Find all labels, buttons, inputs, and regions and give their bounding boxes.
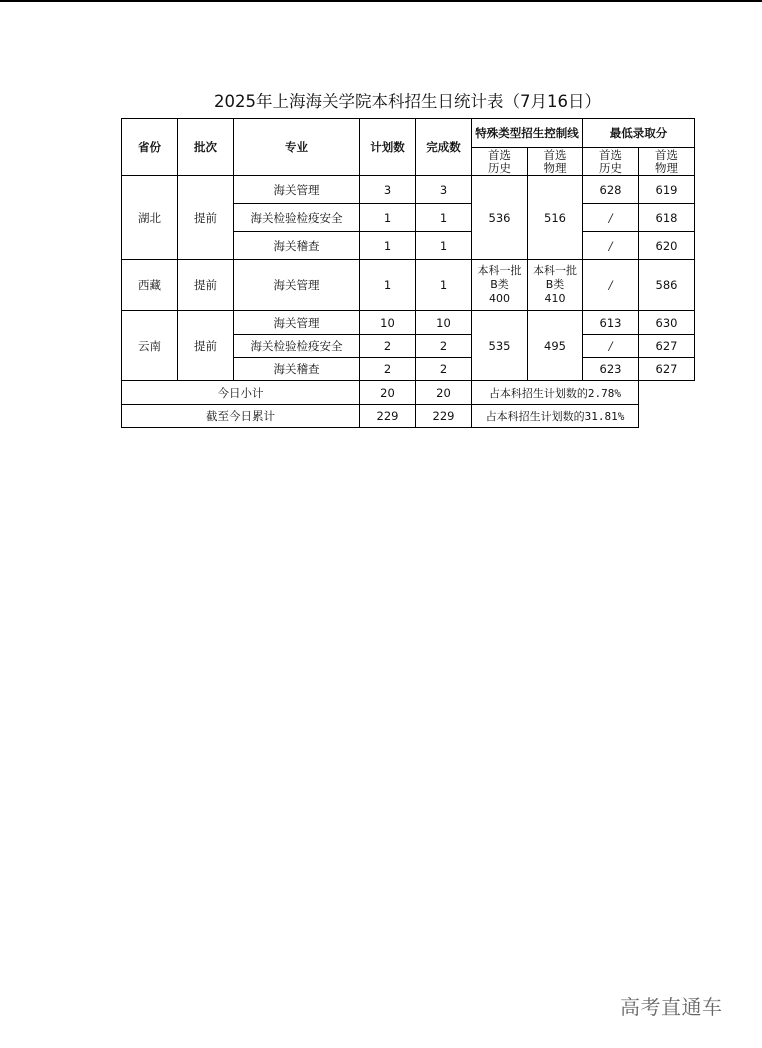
done-cell: 2 [416, 335, 472, 358]
min-physics-cell: 619 [639, 176, 695, 204]
min-physics-cell: 627 [639, 335, 695, 358]
province-cell: 西藏 [122, 260, 178, 311]
control-history-cell: 本科一批 B类 400 [472, 260, 528, 311]
min-history-cell: 623 [583, 358, 639, 381]
cumulative-label: 截至今日累计 [122, 405, 360, 428]
done-cell: 10 [416, 311, 472, 335]
major-cell: 海关管理 [234, 260, 360, 311]
today-subtotal-row [122, 381, 695, 405]
min-history-cell: / [583, 204, 639, 232]
cumulative-plan-total: 229 [360, 405, 416, 428]
table-row [122, 260, 695, 311]
major-cell: 海关管理 [234, 176, 360, 204]
header-row-1 [122, 119, 695, 148]
control-physics-cell: 495 [528, 311, 583, 381]
admission-stats-table [121, 118, 695, 428]
min-physics-cell: 620 [639, 232, 695, 260]
header-special-control-line: 特殊类型招生控制线 [472, 119, 583, 148]
done-cell: 2 [416, 358, 472, 381]
min-history-cell: / [583, 335, 639, 358]
major-cell: 海关稽查 [234, 232, 360, 260]
plan-cell: 1 [360, 232, 416, 260]
top-border-line [0, 0, 762, 2]
header-done: 完成数 [416, 119, 472, 176]
min-physics-cell: 627 [639, 358, 695, 381]
plan-cell: 2 [360, 335, 416, 358]
major-cell: 海关管理 [234, 311, 360, 335]
header-major: 专业 [234, 119, 360, 176]
today-done-total: 20 [416, 381, 472, 405]
page-title: 2025年上海海关学院本科招生日统计表（7月16日） [214, 92, 601, 111]
min-history-cell: / [583, 232, 639, 260]
header-control-physics: 首选 物理 [528, 148, 583, 176]
cumulative-done-total: 229 [416, 405, 472, 428]
major-cell: 海关稽查 [234, 358, 360, 381]
today-subtotal-label: 今日小计 [122, 381, 360, 405]
header-province: 省份 [122, 119, 178, 176]
header-control-history: 首选 历史 [472, 148, 528, 176]
min-history-cell: / [583, 260, 639, 311]
header-batch: 批次 [178, 119, 234, 176]
control-physics-cell: 516 [528, 176, 583, 260]
plan-cell: 3 [360, 176, 416, 204]
min-history-cell: 613 [583, 311, 639, 335]
done-cell: 3 [416, 176, 472, 204]
header-min-history: 首选 历史 [583, 148, 639, 176]
cumulative-row [122, 405, 695, 428]
header-min-score: 最低录取分 [583, 119, 695, 148]
table-row [122, 176, 695, 204]
done-cell: 1 [416, 260, 472, 311]
control-history-cell: 536 [472, 176, 528, 260]
major-cell: 海关检验检疫安全 [234, 335, 360, 358]
plan-cell: 2 [360, 358, 416, 381]
control-physics-cell: 本科一批 B类 410 [528, 260, 583, 311]
plan-cell: 1 [360, 260, 416, 311]
plan-cell: 1 [360, 204, 416, 232]
min-physics-cell: 586 [639, 260, 695, 311]
header-min-physics: 首选 物理 [639, 148, 695, 176]
done-cell: 1 [416, 232, 472, 260]
header-plan: 计划数 [360, 119, 416, 176]
today-plan-total: 20 [360, 381, 416, 405]
watermark-text: 高考直通车 [620, 995, 723, 1019]
table-row [122, 311, 695, 335]
plan-cell: 10 [360, 311, 416, 335]
province-cell: 云南 [122, 311, 178, 381]
batch-cell: 提前 [178, 176, 234, 260]
province-cell: 湖北 [122, 176, 178, 260]
min-history-cell: 628 [583, 176, 639, 204]
min-physics-cell: 630 [639, 311, 695, 335]
today-percent-note: 占本科招生计划数的2.78% [472, 381, 639, 405]
batch-cell: 提前 [178, 311, 234, 381]
done-cell: 1 [416, 204, 472, 232]
cumulative-percent-note: 占本科招生计划数的31.81% [472, 405, 639, 428]
control-history-cell: 535 [472, 311, 528, 381]
batch-cell: 提前 [178, 260, 234, 311]
major-cell: 海关检验检疫安全 [234, 204, 360, 232]
min-physics-cell: 618 [639, 204, 695, 232]
